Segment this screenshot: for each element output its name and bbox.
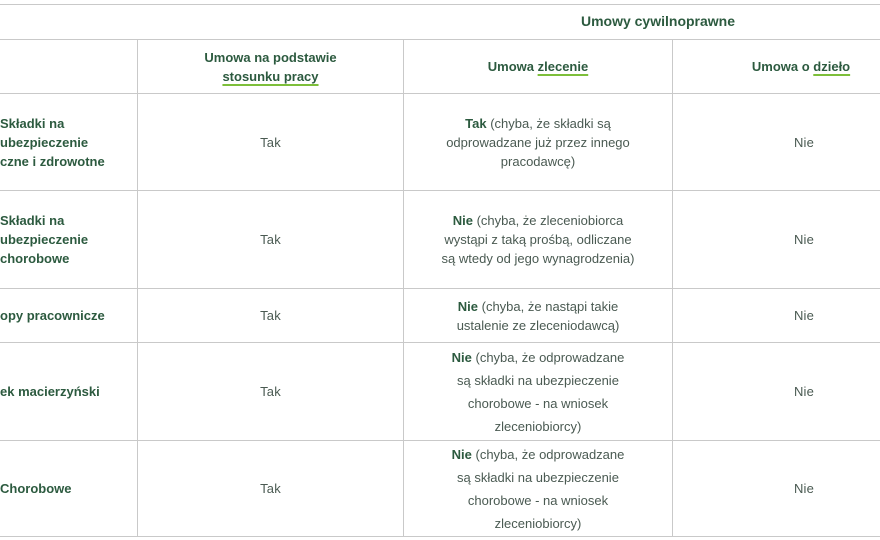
column-header-specific-work-text: Umowa o bbox=[751, 59, 814, 74]
column-header-specific-work-underlined: dzieło bbox=[813, 59, 851, 74]
column-header-employment-text: Umowa na podstawie bbox=[204, 49, 337, 65]
column-header-specific-work bbox=[673, 40, 880, 93]
row-2-mandate: Nie (chyba, że zleceniobiorca wystąpi z taką prośbą, odliczane są wtedy od jego wynagrodzenia) bbox=[441, 213, 635, 266]
row-1-employment: Tak bbox=[260, 134, 281, 150]
row-4-specific-work: Nie bbox=[793, 384, 815, 399]
row-label-3: opy pracownicze bbox=[0, 308, 105, 323]
row-1-specific-work: Nie bbox=[793, 134, 815, 150]
row-3-employment: Tak bbox=[260, 308, 281, 323]
row-5-specific-work: Nie bbox=[793, 481, 815, 496]
column-header-mandate-text: Umowa bbox=[487, 59, 538, 74]
row-label-4: ek macierzyński bbox=[0, 384, 100, 399]
column-header-mandate-underlined: zlecenie bbox=[537, 59, 589, 74]
row-4-employment: Tak bbox=[260, 384, 281, 399]
column-header-employment bbox=[138, 40, 403, 93]
row-1-mandate: Tak (chyba, że składki są odprowadzane już przez innego pracodawcę) bbox=[446, 115, 630, 169]
group-header: Umowy cywilnoprawne bbox=[580, 13, 736, 29]
row-3-mandate: Nie (chyba, że nastąpi takie ustalenie ze zleceniodawcą) bbox=[456, 298, 620, 333]
column-header-mandate bbox=[404, 40, 672, 93]
row-5-mandate: Nie (chyba, że odprowadzane są składki na ubezpieczenie chorobowe - na wniosek zleceniobiorcy) bbox=[451, 446, 625, 531]
row-label-2: Składki na ubezpieczenie chorobowe bbox=[0, 213, 89, 266]
rule-bottom bbox=[0, 536, 880, 537]
row-2-specific-work: Nie bbox=[793, 232, 815, 247]
row-label-5: Chorobowe bbox=[0, 481, 72, 496]
row-5-employment: Tak bbox=[260, 481, 281, 496]
row-4-mandate: Nie (chyba, że odprowadzane są składki na ubezpieczenie chorobowe - na wniosek zleceniobiorcy) bbox=[451, 349, 625, 434]
row-2-employment: Tak bbox=[260, 232, 281, 247]
row-label-1: Składki na ubezpieczenie czne i zdrowotne bbox=[0, 115, 105, 169]
row-3-specific-work: Nie bbox=[793, 308, 815, 323]
column-header-employment-underlined: stosunku pracy bbox=[222, 68, 319, 84]
